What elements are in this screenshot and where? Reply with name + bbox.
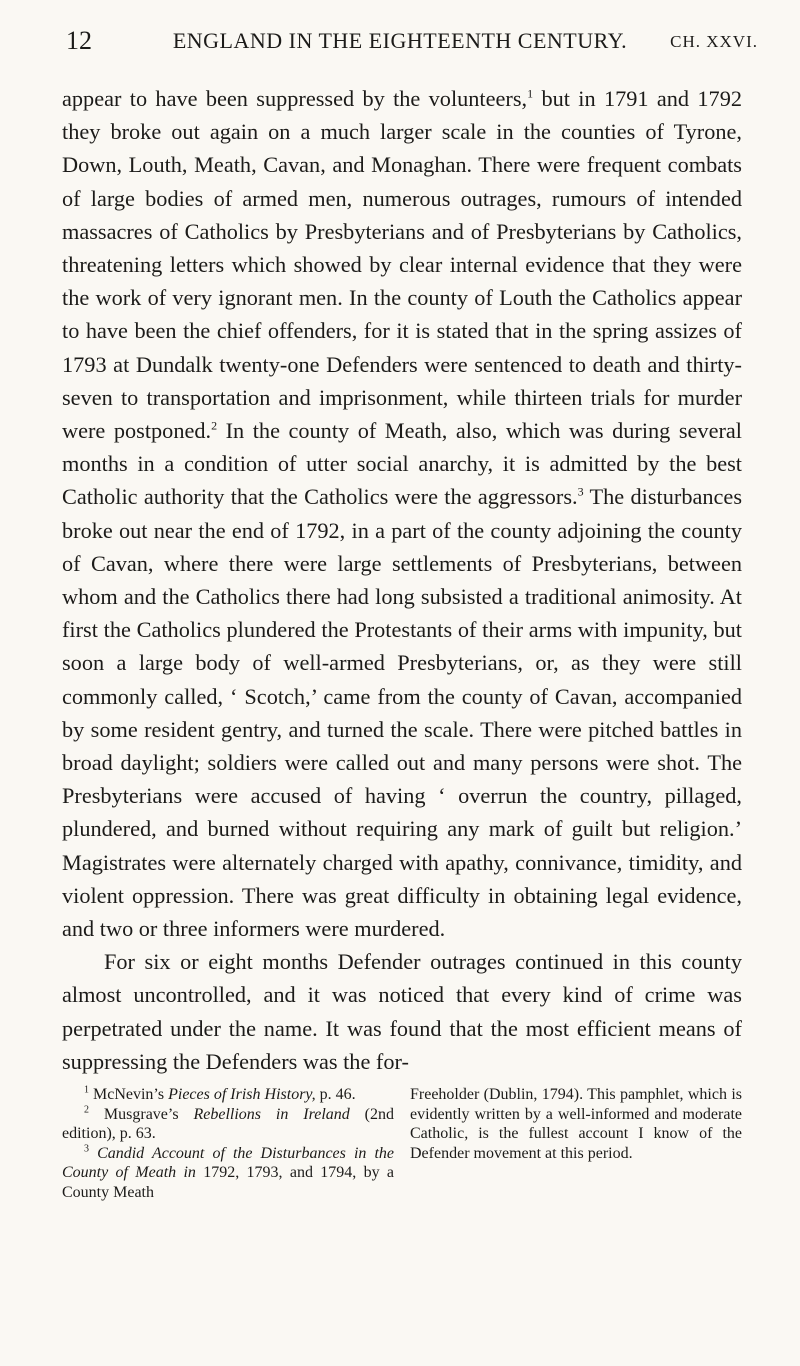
footnote-2-rest: (2nd edition), p. 63.: [62, 1105, 395, 1143]
footnote-2-title: Rebellions in Ireland: [193, 1105, 350, 1123]
footnote-1-number: 1: [84, 1084, 89, 1096]
footnote-1-author: McNevin’s: [93, 1086, 169, 1103]
page-header: [42, 26, 758, 66]
footnote-2-number: 2: [84, 1104, 89, 1116]
footnote-ref-3: 3: [577, 485, 584, 500]
paragraph-1-text-4: The disturbances broke out near the end of 1792, in a part of the county adjoining the county of Cavan, where there were large settlements of Presbyterians, between whom and the Catholics there had long subsisted a traditional animosity. At first the Catholics plundered the Protestants of their arms with impunity, but soon a large body of well-armed Presbyterians, or, as they were still commonly called, ‘ Scotch,’ came from the county of Cavan, accompanied by some resident gentry, and turned the scale. There were pitched battles in broad daylight; soldiers were called out and many persons were shot. The Presbyterians were accused of having ‘ overrun the country, pillaged, plundered, and burned without requiring any mark of guilt but religion.’ Magistrates were alternately charged with apathy, connivance, timidity, and violent oppression. There was great difficulty in obtaining legal evidence, and two or three informers were murdered.: [62, 484, 742, 942]
footnote-1-title: Pieces of Irish History,: [168, 1086, 316, 1103]
footnote-3-continued: Freeholder (Dublin, 1794). This pamphlet, which is evidently written by a well-informed and moderate Catholic, is the fullest account I know of the Defender movement at this period.: [410, 1086, 742, 1162]
paragraph-1: [62, 82, 742, 945]
chapter-label: CH. XXVI.: [670, 32, 758, 51]
main-text: [62, 82, 742, 1078]
footnote-1: [62, 1085, 394, 1105]
paragraph-1-text-1: appear to have been suppressed by the volunteers,: [62, 86, 528, 111]
footnote-3: [62, 1144, 394, 1203]
footnote-ref-2: 2: [211, 418, 218, 433]
footnotes-left-column: [62, 1085, 394, 1203]
running-title: ENGLAND IN THE EIGHTEENTH CENTURY.: [172, 28, 628, 53]
footnotes-right-column: [410, 1085, 742, 1203]
footnote-3-rest: 1792, 1793, and 1794, by a County Meath: [62, 1164, 394, 1201]
footnote-3-title: Candid Account of the Disturbances in the County of Meath in: [62, 1144, 394, 1182]
footnote-2: [62, 1105, 394, 1144]
paragraph-1-text-2: but in 1791 and 1792 they broke out again on a much larger scale in the counties of Tyrone, Down, Louth, Meath, Cavan, and Monaghan. There were frequent combats of large bodies of armed men, numerous outrages, rumours of intended massacres of Catholics by Presbyterians and of Presbyterians by Catholics, threatening letters which showed by clear internal evidence that they were the work of very ignorant men. In the county of Louth the Catholics appear to have been the chief offenders, for it is stated that in the spring assizes of 1793 at Dundalk twenty-one Defenders were sentenced to death and thirty-seven to transportation and imprisonment, while thirteen trials for murder were postponed.: [62, 86, 742, 444]
footnotes: [62, 1085, 742, 1203]
footnote-ref-1: 1: [527, 86, 534, 101]
footnote-3-number: 3: [84, 1143, 89, 1155]
footnote-1-rest: p. 46.: [315, 1086, 356, 1103]
paragraph-2: For six or eight months Defender outrages continued in this county almost uncontrolled, and it was noticed that every kind of crime was perpetrated under the name. It was found that the most efficient means of suppressing the Defenders was the for-: [62, 949, 742, 1074]
paragraph-1-text-3: In the county of Meath, also, which was during several months in a condition of utter social anarchy, it is admitted by the best Catholic authority that the Catholics were the aggressors.: [62, 418, 742, 510]
footnote-2-author: Musgrave’s: [103, 1105, 194, 1123]
page-number: 12: [66, 26, 92, 55]
